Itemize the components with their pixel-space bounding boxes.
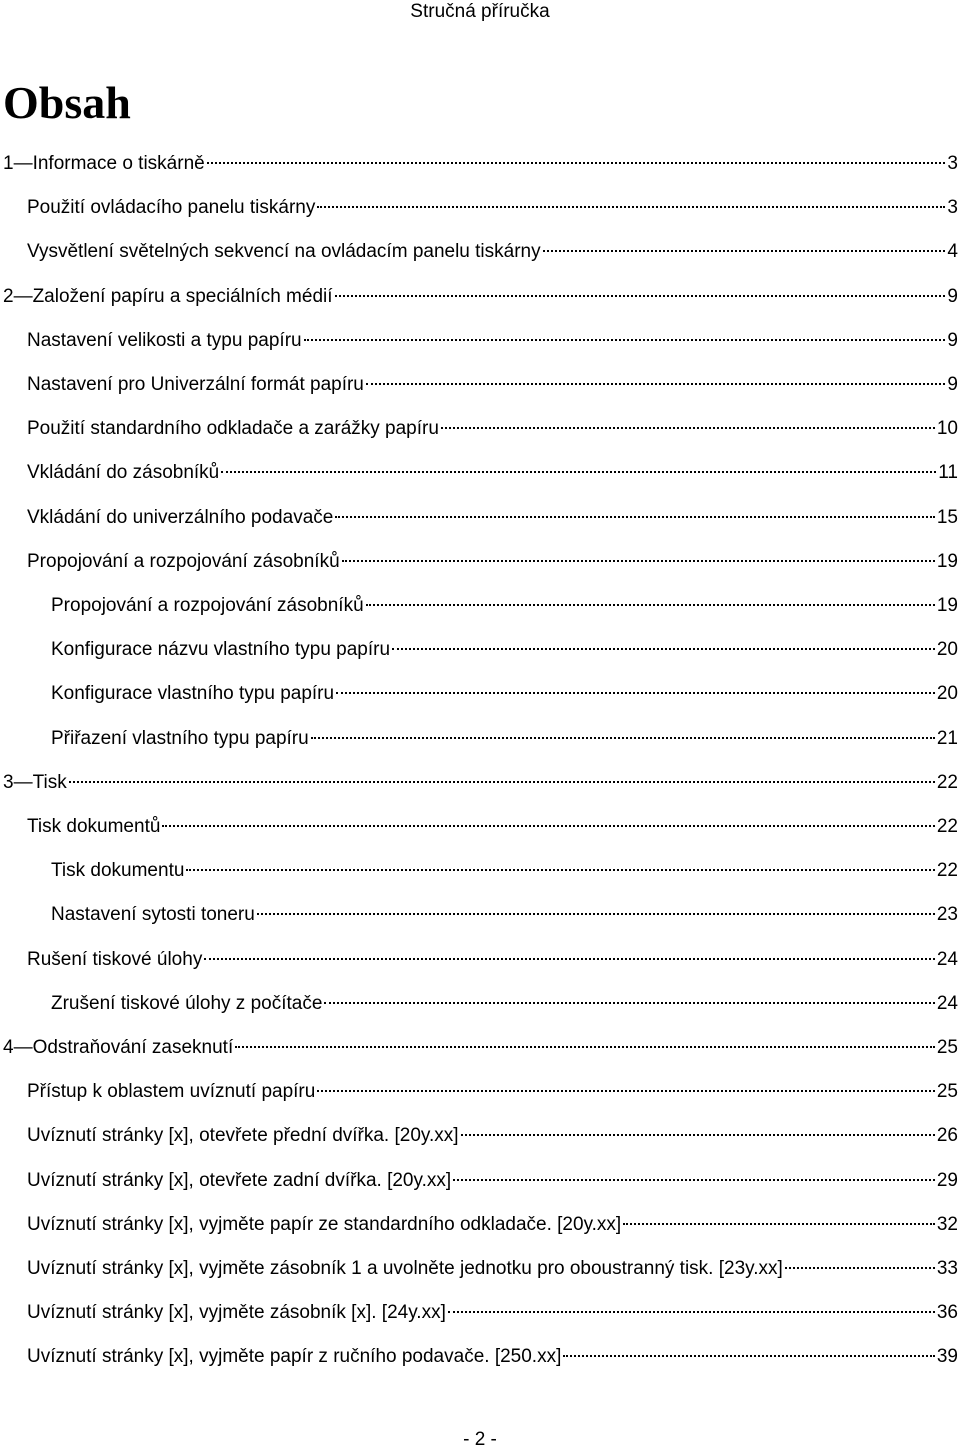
- toc-entry-page: 32: [936, 1213, 958, 1235]
- toc-dot-leader: [204, 958, 935, 960]
- toc-entry-label: Nastavení pro Univerzální formát papíru: [27, 374, 364, 395]
- toc-entry[interactable]: [0, 805, 960, 849]
- toc-entry-label: Použití ovládacího panelu tiskárny: [27, 197, 316, 219]
- toc-entry[interactable]: [0, 893, 960, 937]
- toc-entry[interactable]: [0, 363, 960, 407]
- toc-dot-leader: [162, 825, 934, 827]
- toc-entry-label: Tisk dokumentu: [51, 860, 185, 882]
- toc-dot-leader: [207, 162, 946, 164]
- toc-entry[interactable]: [0, 717, 960, 761]
- toc-dot-leader: [461, 1134, 935, 1136]
- toc-entry-page: 22: [936, 771, 958, 793]
- toc-entry-label: Uvíznutí stránky [x], otevřete zadní dvířka. [20y.xx]: [27, 1169, 452, 1191]
- toc-entry[interactable]: [0, 1335, 960, 1379]
- toc-entry[interactable]: [0, 982, 960, 1026]
- toc-dot-leader: [342, 560, 935, 562]
- toc-entry-label: 2—Založení papíru a speciálních médií: [3, 285, 333, 307]
- toc-entry[interactable]: [0, 186, 960, 230]
- toc-dot-leader: [317, 206, 945, 208]
- toc-entry-page: 22: [936, 860, 958, 882]
- toc-entry[interactable]: [0, 540, 960, 584]
- toc-entry[interactable]: [0, 407, 960, 451]
- toc-dot-leader: [453, 1179, 935, 1181]
- toc-entry-label: Uvíznutí stránky [x], vyjměte zásobník [x]. [24y.xx]: [27, 1302, 446, 1324]
- toc-entry[interactable]: [0, 1114, 960, 1158]
- toc-entry-label: Vkládání do univerzálního podavače: [27, 506, 334, 528]
- toc-entry-label: Propojování a rozpojování zásobníků: [51, 595, 364, 616]
- toc-entry-page: 36: [936, 1302, 958, 1324]
- toc-entry-page: 3: [947, 153, 958, 174]
- page-number: - 2 -: [463, 1429, 497, 1450]
- toc-entry-page: 20: [936, 683, 958, 705]
- toc-dot-leader: [69, 781, 935, 783]
- toc-entry-page: 4: [947, 241, 958, 263]
- toc-entry[interactable]: [0, 761, 960, 805]
- toc-entry-page: 24: [936, 992, 958, 1014]
- toc-entry-label: Rušení tiskové úlohy: [27, 948, 203, 970]
- toc-entry-page: 21: [936, 727, 958, 749]
- toc-dot-leader: [235, 1046, 935, 1048]
- toc-entry[interactable]: [0, 1159, 960, 1203]
- toc-entry-label: Uvíznutí stránky [x], vyjměte zásobník 1 a uvolněte jednotku pro oboustranný tisk. [23y.xx]: [27, 1258, 783, 1279]
- toc-dot-leader: [317, 1090, 935, 1092]
- toc-entry-label: Konfigurace vlastního typu papíru: [51, 683, 335, 705]
- toc-dot-leader: [366, 383, 946, 385]
- toc-dot-leader: [441, 427, 935, 429]
- toc-entry-label: Vysvětlení světelných sekvencí na ovládacím panelu tiskárny: [27, 241, 541, 263]
- toc-entry-page: 33: [936, 1258, 958, 1279]
- toc-entry-label: Vkládání do zásobníků: [27, 462, 220, 484]
- toc-entry-page: 25: [936, 1081, 958, 1103]
- page-footer: [0, 1428, 960, 1452]
- toc-heading: Obsah: [3, 77, 131, 128]
- toc-entry-page: 15: [936, 506, 958, 528]
- toc-entry[interactable]: [0, 849, 960, 893]
- toc-dot-leader: [304, 339, 946, 341]
- toc-entry[interactable]: [0, 1247, 960, 1291]
- toc-dot-leader: [366, 604, 935, 606]
- toc-entry-page: 10: [936, 418, 958, 440]
- toc-entry[interactable]: [0, 584, 960, 628]
- toc-entry-label: Přiřazení vlastního typu papíru: [51, 727, 309, 749]
- toc-entry-page: 22: [936, 816, 958, 837]
- toc-entry-page: 9: [947, 329, 958, 351]
- toc-entry[interactable]: [0, 142, 960, 186]
- toc-dot-leader: [257, 913, 935, 915]
- toc-entry-page: 25: [936, 1037, 958, 1058]
- toc-dot-leader: [448, 1311, 935, 1313]
- toc-dot-leader: [335, 295, 946, 297]
- toc-dot-leader: [311, 737, 935, 739]
- toc-entry-label: Propojování a rozpojování zásobníků: [27, 550, 340, 572]
- toc-dot-leader: [186, 869, 934, 871]
- toc-entry-page: 23: [936, 904, 958, 926]
- toc-entry-page: 9: [947, 374, 958, 395]
- toc-entry-page: 19: [936, 550, 958, 572]
- toc-entry[interactable]: [0, 496, 960, 540]
- toc-entry[interactable]: [0, 451, 960, 495]
- toc-dot-leader: [392, 648, 935, 650]
- toc-entry-page: 26: [936, 1125, 958, 1147]
- toc-entry[interactable]: [0, 1026, 960, 1070]
- toc-entry[interactable]: [0, 1203, 960, 1247]
- toc-entry-label: Zrušení tiskové úlohy z počítače: [51, 992, 323, 1014]
- toc-entry-page: 19: [936, 595, 958, 616]
- toc-entry[interactable]: [0, 938, 960, 982]
- toc-entry-page: 39: [936, 1346, 958, 1368]
- toc-entry-label: Nastavení velikosti a typu papíru: [27, 329, 302, 351]
- toc-entry[interactable]: [0, 1291, 960, 1335]
- toc-dot-leader: [543, 250, 946, 252]
- toc-entry-label: Nastavení sytosti toneru: [51, 904, 255, 926]
- toc-entry-label: Tisk dokumentů: [27, 816, 161, 837]
- toc-dot-leader: [785, 1267, 935, 1269]
- toc-entry-label: Uvíznutí stránky [x], otevřete přední dvířka. [20y.xx]: [27, 1125, 459, 1147]
- toc-entry[interactable]: [0, 1070, 960, 1114]
- toc-entry-page: 24: [936, 948, 958, 970]
- toc-entry-label: Použití standardního odkladače a zarážky papíru: [27, 418, 439, 440]
- toc-dot-leader: [335, 516, 935, 518]
- toc-dot-leader: [221, 471, 936, 473]
- toc-entry-page: 29: [936, 1169, 958, 1191]
- toc-entry-page: 11: [938, 462, 958, 484]
- toc-dot-leader: [324, 1002, 934, 1004]
- toc-entry-page: 3: [947, 197, 958, 219]
- toc-entry[interactable]: [0, 319, 960, 363]
- toc-entry-label: 3—Tisk: [3, 771, 67, 793]
- toc-entry-page: 20: [936, 639, 958, 661]
- toc-entry[interactable]: [0, 275, 960, 319]
- toc-dot-leader: [336, 692, 935, 694]
- toc-entry-label: Uvíznutí stránky [x], vyjměte papír z ručního podavače. [250.xx]: [27, 1346, 562, 1368]
- toc-dot-leader: [623, 1223, 935, 1225]
- toc-entry[interactable]: [0, 230, 960, 274]
- toc-entry[interactable]: [0, 628, 960, 672]
- toc-entry-label: Konfigurace názvu vlastního typu papíru: [51, 639, 391, 661]
- toc-entry[interactable]: [0, 672, 960, 716]
- running-header-title: Stručná příručka: [410, 1, 550, 22]
- running-header: [0, 0, 960, 24]
- toc-entry-label: 4—Odstraňování zaseknutí: [3, 1037, 234, 1058]
- toc-entry-label: Přístup k oblastem uvíznutí papíru: [27, 1081, 316, 1103]
- toc-entry-label: 1—Informace o tiskárně: [3, 153, 205, 174]
- toc-dot-leader: [563, 1355, 935, 1357]
- toc-entry-label: Uvíznutí stránky [x], vyjměte papír ze standardního odkladače. [20y.xx]: [27, 1213, 622, 1235]
- toc-entry-page: 9: [947, 285, 958, 307]
